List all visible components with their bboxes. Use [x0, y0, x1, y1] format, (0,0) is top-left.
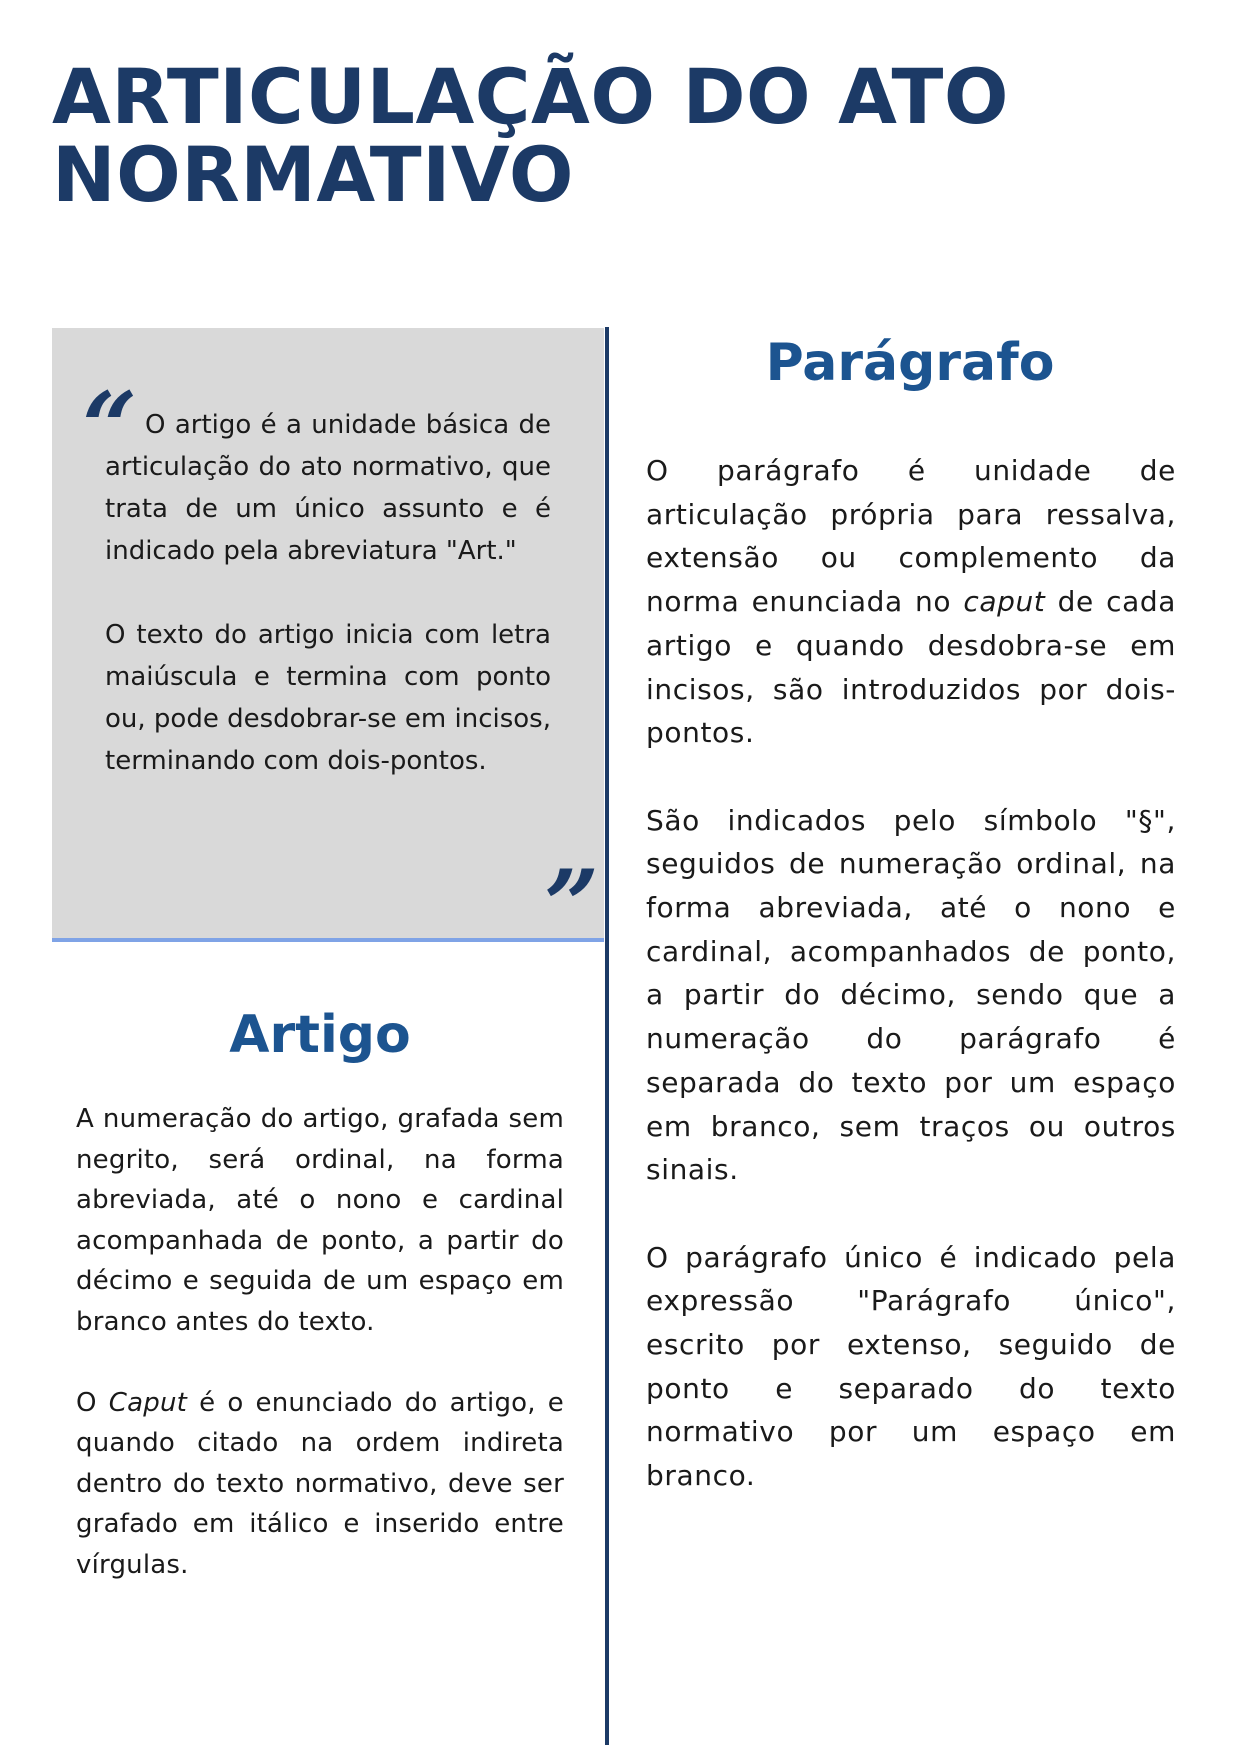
artigo-paragraph-1: A numeração do artigo, grafada sem negrito, será ordinal, na forma abreviada, até o nono e cardinal acompanhada de ponto, a partir do décimo e seguida de um espaço em branco antes do texto.	[76, 1104, 564, 1337]
paragrafo-p1-start: O parágrafo é unidade de articulação própria para ressalva, extensão ou complemento da norma enunciada no	[646, 454, 1176, 619]
close-quote-icon: ”	[544, 849, 600, 962]
open-quote-icon: “	[82, 371, 138, 484]
paragrafo-paragraph-3: O parágrafo único é indicado pela expressão "Parágrafo único", escrito por extenso, seguido de ponto e separado do texto normativo por um espaço em branco.	[646, 1240, 1176, 1493]
paragrafo-p1-end: de cada artigo e quando desdobra-se em incisos, são introduzidos por dois-pontos.	[646, 585, 1176, 750]
artigo-paragraph-2	[76, 1383, 564, 1586]
paragrafo-caput-term: caput	[963, 585, 1046, 619]
paragrafo-body	[646, 449, 1176, 1498]
artigo-body	[76, 1099, 564, 1585]
artigo-p2-start: O	[76, 1387, 109, 1418]
quote-paragraph-1: O artigo é a unidade básica de articulação do ato normativo, que trata de um único assunto e é indicado pela abreviatura "Art."	[105, 410, 551, 566]
column-divider	[605, 327, 609, 1745]
artigo-p2-end: é o enunciado do artigo, e quando citado na ordem indireta dentro do texto normativo, deve ser grafado em itálico e inserido entre vírgulas.	[76, 1387, 564, 1580]
quote-paragraph-2: O texto do artigo inicia com letra maiúscula e termina com ponto ou, pode desdobrar-se em incisos, terminando com dois-pontos.	[105, 620, 551, 776]
quote-text	[105, 404, 551, 782]
artigo-caput-term: Caput	[108, 1387, 188, 1418]
artigo-heading: Artigo	[229, 1005, 411, 1065]
quote-box	[52, 328, 604, 962]
paragrafo-paragraph-1	[646, 449, 1176, 755]
paragrafo-paragraph-2: São indicados pelo símbolo "§", seguidos de numeração ordinal, na forma abreviada, até o nono e cardinal, acompanhados de ponto, a partir do décimo, sendo que a numeração do parágrafo é separada do texto por um espaço em branco, sem traços ou outros sinais.	[646, 803, 1176, 1187]
paragrafo-heading: Parágrafo	[765, 333, 1055, 393]
page-title: ARTICULAÇÃO DO ATO NORMATIVO	[52, 52, 1009, 219]
